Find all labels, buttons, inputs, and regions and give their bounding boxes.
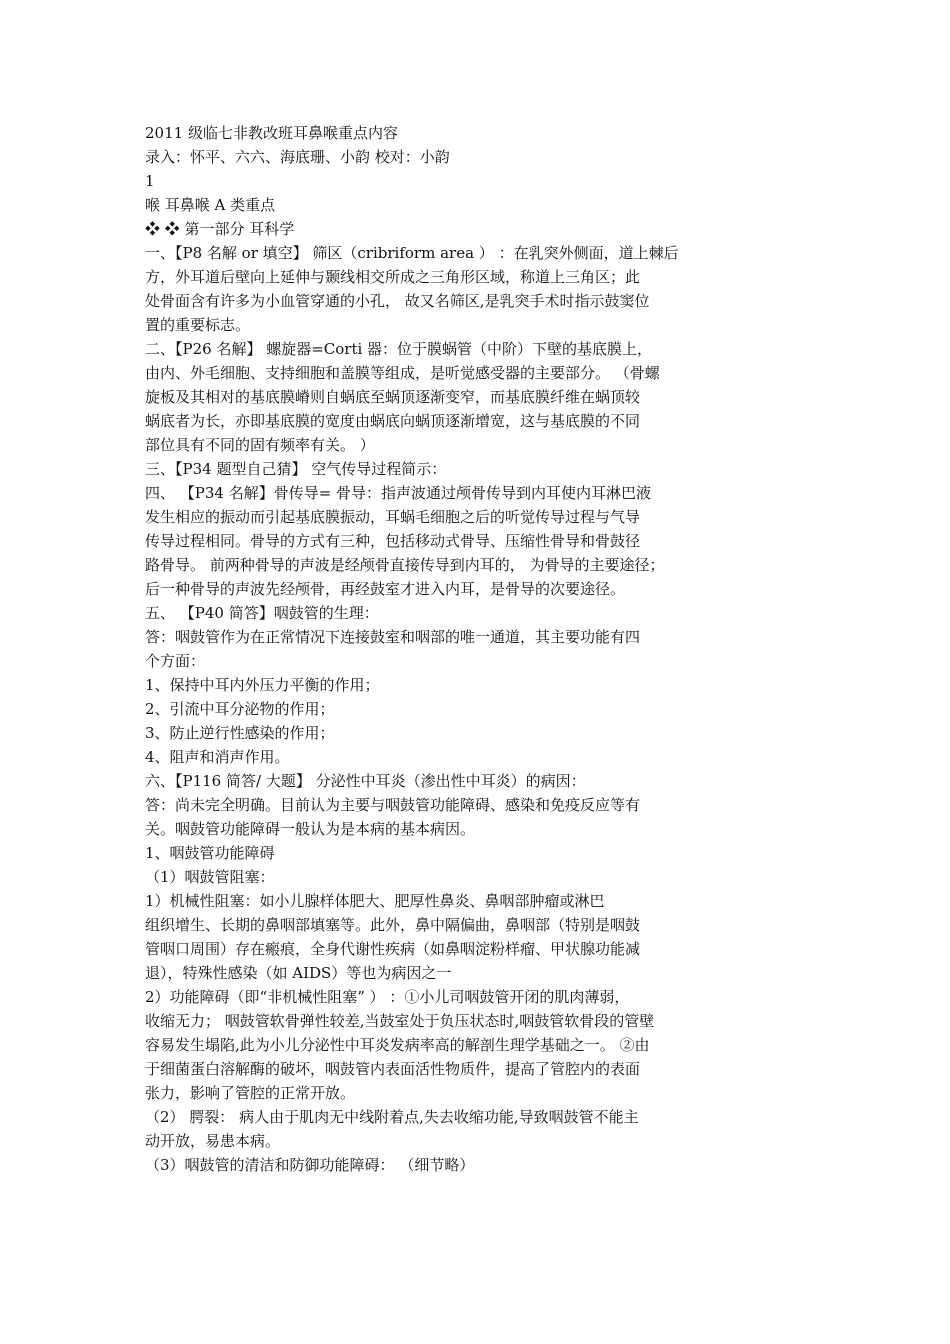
document-body [145,121,725,1177]
text-line: 发生相应的振动而引起基底膜振动，耳蜗毛细胞之后的听觉传导过程与气导 [145,508,641,526]
text-line: 六、【P116 简答/ 大题】 分泌性中耳炎（渗出性中耳炎）的病因： [145,772,586,790]
text-line: 一、【P8 名解 or 填空】 筛区（cribriform area ） ：在乳突外侧面，道上棘后 [145,244,679,262]
text-line: 收缩无力； 咽鼓管软骨弹性较差,当鼓室处于负压状态时,咽鼓管软骨段的管壁 [145,1012,655,1030]
text-line: 1、咽鼓管功能障碍 [145,844,275,862]
text-line: 二、【P26 名解】 螺旋器=Corti 器：位于膜蜗管（中阶）下壁的基底膜上， [145,340,653,358]
text-line: 蜗底者为长，亦即基底膜的宽度由蜗底向蜗顶逐渐增宽，这与基底膜的不同 [145,412,641,430]
text-line: 置的重要标志。 [145,316,251,334]
text-line: 3、防止逆行性感染的作用； [145,724,335,742]
text-line: 4、阻声和消声作用。 [145,748,290,766]
text-line: ❖ ❖ 第一部分 耳科学 [145,220,295,238]
text-line: 方，外耳道后壁向上延伸与颞线相交所成之三角形区域，称道上三角区；此 [145,268,641,286]
text-line: 管咽口周围）存在瘢痕，全身代谢性疾病（如鼻咽淀粉样瘤、甲状腺功能减 [145,940,641,958]
text-line: 动开放，易患本病。 [145,1132,281,1150]
text-line: 答：尚未完全明确。目前认为主要与咽鼓管功能障碍、感染和免疫反应等有 [145,796,641,814]
text-line: 2）功能障碍（即“非机械性阻塞” ） ：①小儿司咽鼓管开闭的肌肉薄弱， [145,988,630,1006]
text-line: 传导过程相同。骨导的方式有三种，包括移动式骨导、压缩性骨导和骨鼓径 [145,532,641,550]
text-line: 录入：怀平、六六、海底珊、小韵 校对：小韵 [145,148,450,166]
text-line: 1、保持中耳内外压力平衡的作用； [145,676,380,694]
text-line: 旋板及其相对的基底膜嵴则自蜗底至蜗顶逐渐变窄，而基底膜纤维在蜗顶较 [145,388,641,406]
text-line: 四、 【P34 名解】骨传导= 骨导：指声波通过颅骨传导到内耳使内耳淋巴液 [145,484,652,502]
text-line: （3）咽鼓管的清洁和防御功能障碍： （细节略） [145,1156,475,1174]
text-line: 退），特殊性感染（如 AIDS）等也为病因之一 [145,964,452,982]
text-line: 喉 耳鼻喉 A 类重点 [145,196,276,214]
text-line: 组织增生、长期的鼻咽部填塞等。此外，鼻中隔偏曲，鼻咽部（特别是咽鼓 [145,916,641,934]
text-line: 答：咽鼓管作为在正常情况下连接鼓室和咽部的唯一通道，其主要功能有四 [145,628,641,646]
text-line: 三、【P34 题型自己猜】 空气传导过程简示： [145,460,447,478]
text-line: 五、 【P40 简答】咽鼓管的生理： [145,604,379,622]
text-line: 路骨导。 前两种骨导的声波是经颅骨直接传导到内耳的， 为骨导的主要途径； [145,556,665,574]
text-line: （1）咽鼓管阻塞： [145,868,275,886]
text-line: 处骨面含有许多为小血管穿通的小孔， 故又名筛区,是乳突手术时指示鼓窦位 [145,292,650,310]
text-line: 2、引流中耳分泌物的作用； [145,700,335,718]
text-line: 2011 级临七非教改班耳鼻喉重点内容 [145,124,398,142]
text-line: 1）机械性阻塞：如小儿腺样体肥大、肥厚性鼻炎、鼻咽部肿瘤或淋巴 [145,892,605,910]
text-line: 容易发生塌陷,此为小儿分泌性中耳炎发病率高的解剖生理学基础之一。 ②由 [145,1036,650,1054]
text-line: 关。咽鼓管功能障碍一般认为是本病的基本病因。 [145,820,476,838]
text-line: 部位具有不同的固有频率有关。 ） [145,436,375,454]
text-line: 由内、外毛细胞、支持细胞和盖膜等组成，是听觉感受器的主要部分。 （骨螺 [145,364,660,382]
text-line: 张力，影响了管腔的正常开放。 [145,1084,356,1102]
text-line: 于细菌蛋白溶解酶的破坏，咽鼓管内表面活性物质件，提高了管腔内的表面 [145,1060,641,1078]
text-line: （2） 腭裂： 病人由于肌肉无中线附着点,失去收缩功能,导致咽鼓管不能主 [145,1108,639,1126]
text-line: 个方面： [145,652,206,670]
text-line: 后一种骨导的声波先经颅骨，再经鼓室才进入内耳，是骨导的次要途径。 [145,580,626,598]
text-line: 1 [145,172,155,190]
